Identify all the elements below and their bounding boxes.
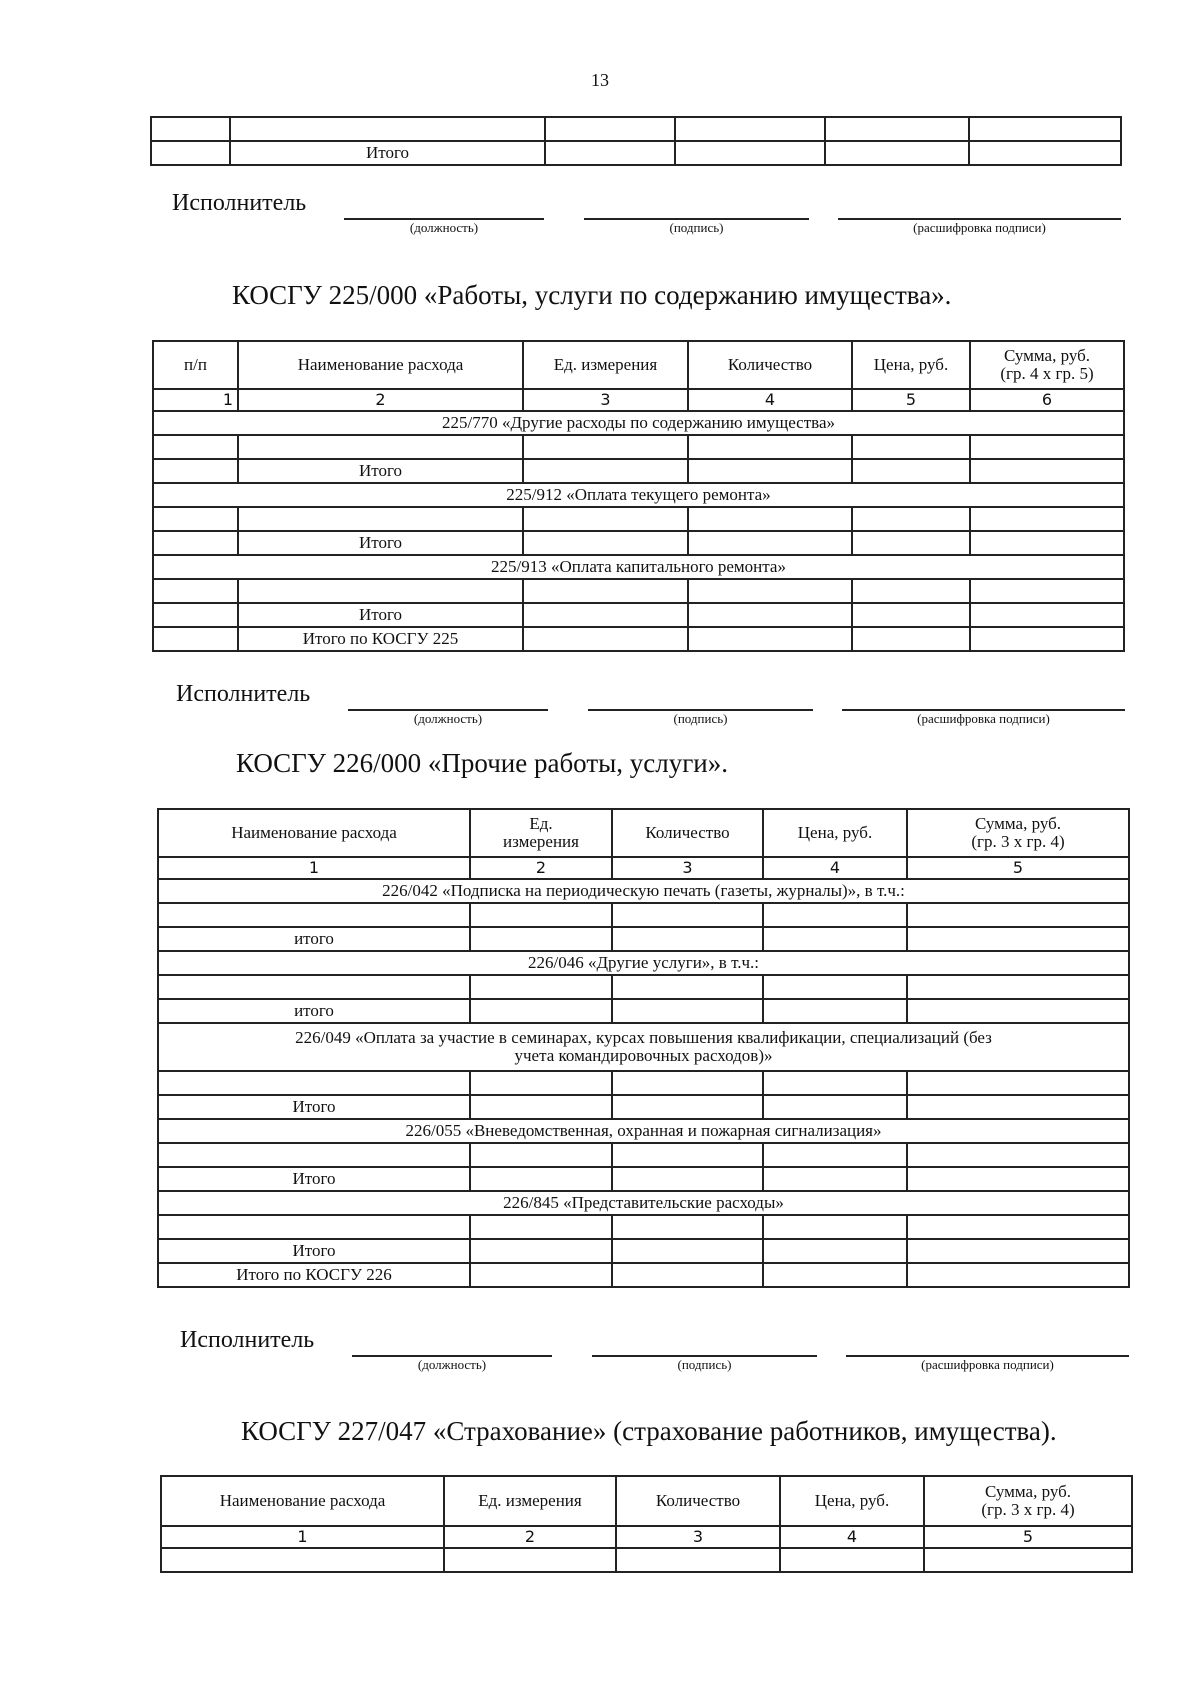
table-row: Итого [153,459,1124,483]
section-227-table [160,1475,1133,1573]
table-row [153,435,1124,459]
section-225-table [152,340,1125,652]
table-row: Итого [158,1095,1129,1119]
subsection-row: 225/913 «Оплата капитального ремонта» [153,555,1124,579]
column-number-row: 1 2 3 4 5 [161,1526,1132,1548]
decoding-caption: (расшифровка подписи) [913,220,1046,235]
table-row [158,1143,1129,1167]
grand-total-row: Итого по КОСГУ 226 [158,1263,1129,1287]
column-number-row: 1 2 3 4 5 6 [153,389,1124,411]
executor-block [0,1327,1200,1387]
table-row: итого [158,999,1129,1023]
section-227-heading: КОСГУ 227/047 «Страхование» (страхование работников, имущества). [241,1416,1057,1446]
continuation-table [150,116,1122,166]
position-caption: (должность) [417,1357,487,1372]
table-row [151,117,1121,141]
table-row: Итого [158,1167,1129,1191]
table-row [153,507,1124,531]
section-226-table [157,808,1130,1288]
table-row: Итого [158,1239,1129,1263]
subsection-row: 226/042 «Подписка на периодическую печать (газеты, журналы)», в т.ч.: [158,879,1129,903]
signature-caption: (подпись) [673,711,728,726]
table-row: Итого [153,603,1124,627]
executor-label: Исполнитель [172,190,307,216]
subsection-row: 226/055 «Вневедомственная, охранная и пожарная сигнализация» [158,1119,1129,1143]
subsection-row: 226/049 «Оплата за участие в семинарах, курсах повышения квалификации, специализаций (без учета командировочных расходов)» [158,1023,1129,1071]
table-row [158,1215,1129,1239]
subsection-row: 225/770 «Другие расходы по содержанию имущества» [153,411,1124,435]
section-225-heading: КОСГУ 225/000 «Работы, услуги по содержанию имущества». [232,280,952,310]
header-row: Наименование расхода Ед. измерения Количество Цена, руб. Сумма, руб. (гр. 3 х гр. 4) [161,1476,1132,1526]
grand-total-row: Итого по КОСГУ 225 [153,627,1124,651]
decoding-caption: (расшифровка подписи) [917,711,1050,726]
decoding-caption: (расшифровка подписи) [921,1357,1054,1372]
executor-label: Исполнитель [176,681,311,707]
page-number: 13 [591,70,609,90]
executor-label: Исполнитель [180,1327,315,1353]
position-caption: (должность) [409,220,479,235]
table-row [158,975,1129,999]
subsection-row: 226/845 «Представительские расходы» [158,1191,1129,1215]
table-row: итого [158,927,1129,951]
header-row: Наименование расхода Ед. измерения Количество Цена, руб. Сумма, руб. (гр. 3 х гр. 4) [158,809,1129,857]
table-row [153,579,1124,603]
signature-caption: (подпись) [677,1357,732,1372]
total-label: Итого [230,141,545,165]
table-row [158,903,1129,927]
header-row: п/п Наименование расхода Ед. измерения Количество Цена, руб. Сумма, руб. (гр. 4 х гр. 5) [153,341,1124,389]
signature-caption: (подпись) [669,220,724,235]
table-row [158,1071,1129,1095]
section-226-heading: КОСГУ 226/000 «Прочие работы, услуги». [236,748,728,778]
subsection-row: 225/912 «Оплата текущего ремонта» [153,483,1124,507]
position-caption: (должность) [413,711,483,726]
table-row [161,1548,1132,1572]
column-number-row: 1 2 3 4 5 [158,857,1129,879]
table-row [151,141,1121,165]
table-row: Итого [153,531,1124,555]
executor-block [0,681,1200,741]
subsection-row: 226/046 «Другие услуги», в т.ч.: [158,951,1129,975]
executor-block [0,190,1200,250]
